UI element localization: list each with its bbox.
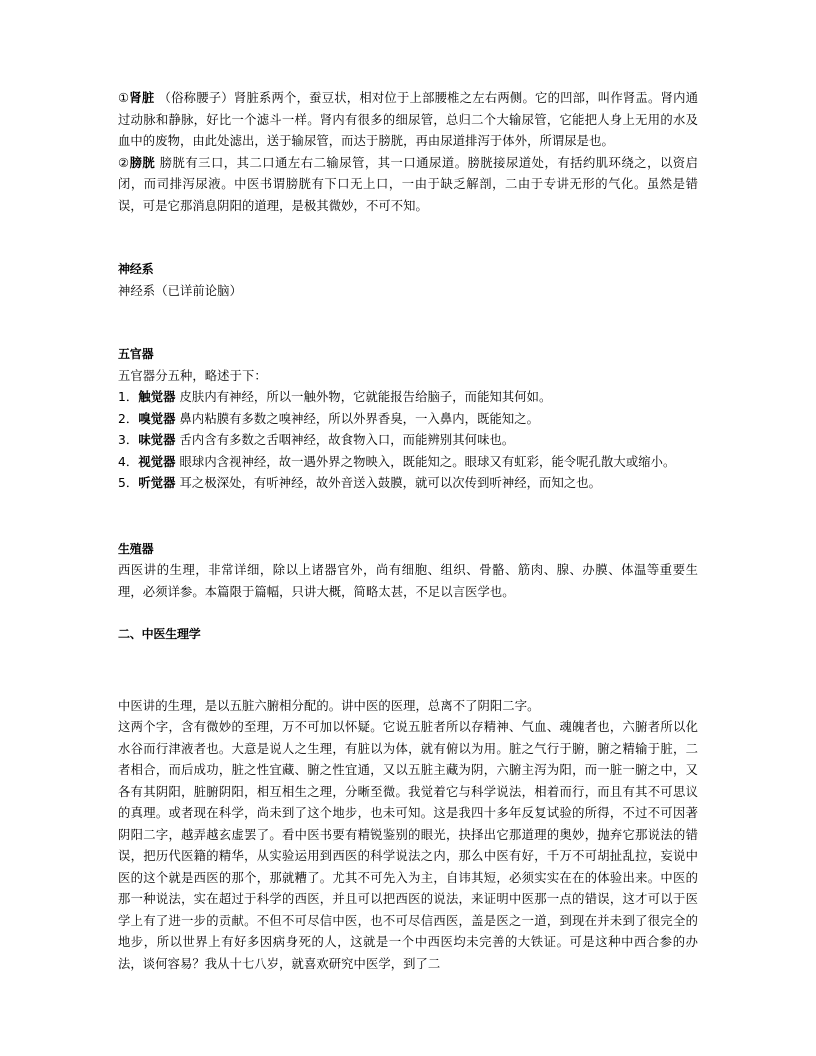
list-item-sight: 4．视觉器 眼球内含视神经，故一遇外界之物映入，既能知之。眼球又有虹彩，能令呢孔散大或缩小。	[118, 454, 676, 469]
spacer	[118, 646, 698, 696]
spacer	[118, 217, 698, 259]
heading-section-two: 二、中医生理学	[118, 627, 201, 641]
spacer	[118, 603, 698, 624]
list-item-hearing: 5．听觉器 耳之极深处，有听神经，故外音送入鼓膜，就可以次传到听神经，而知之也。	[118, 476, 602, 490]
list-item-smell: 2．嗅觉器 鼻内粘膜有多数之嗅神经，所以外界香臭，一入鼻内，既能知之。	[118, 411, 540, 426]
document-body	[118, 88, 698, 975]
paragraph-tcm-main: 这两个字，含有微妙的至理，万不可加以怀疑。它说五脏者所以存精神、气血、魂魄者也，六腑者所以化水谷而行津液者也。大意是说人之生理，有脏以为体，就有俯以为用。脏之气行于腑，腑之精输于脏，二者相合，而后成功，脏之性宜藏、腑之性宜通，又以五脏主藏为阴，六腑主泻为阳，而一脏一腑之中，又各有其阴阳，脏腑阴阳，相互相生之理，分晰至微。我觉着它与科学说法，相着而行，而且有其不可思议的真理。或者现在科学，尚未到了这个地步，也未可知。这是我四十多年反复试验的所得，不过不可因著阴阳二字，越弄越玄虚罢了。看中医书要有精锐鉴别的眼光，抉择出它那道理的奥妙，抛弃它那说法的错误，把历代医籍的精华，从实验运用到西医的科学说法之内，那么中医有好，千万不可胡扯乱拉，妄说中医的这个就是西医的那个，那就糟了。尤其不可先入为主，自讳其短，必须实实在在的体验出来。中医的那一种说法，实在超过于科学的西医，并且可以把西医的说法，来证明中医那一点的错误，这才可以于医学上有了进一步的贡献。不但不可尽信中医，也不可尽信西医，盖是医之一道，到现在并未到了很完全的地步，所以世界上有好多因病身死的人，这就是一个中西医均未完善的大铁证。可是这种中西合参的办法，谈何容易？我从十七八岁，就喜欢研究中医学，到了二	[118, 720, 698, 971]
list-item-touch: 1．触觉器 皮肤内有神经，所以一触外物，它就能报告给脑子，而能知其何如。	[118, 390, 552, 404]
spacer	[118, 302, 698, 344]
heading-nervous-system: 神经系	[118, 262, 154, 276]
spacer	[118, 495, 698, 539]
paragraph-sense-intro: 五官器分五种，略述于下：	[118, 368, 267, 383]
paragraph-kidney: ①肾脏 （俗称腰子）肾脏系两个，蚕豆状，相对位于上部腰椎之左右两侧。它的凹部，叫作肾盂。肾内通过动脉和静脉，好比一个滤斗一样。肾内有很多的细尿管，总归二个大输尿管，它能把人身上无用的水及血中的废物，由此处滤出，送于输尿管，而达于膀胱，再由尿道排泻于体外，所谓尿是也。	[118, 91, 699, 148]
paragraph-tcm-intro: 中医讲的生理，是以五脏六腑相分配的。讲中医的医理，总离不了阴阳二字。	[118, 698, 540, 713]
paragraph-nervous-system: 神经系（已详前论脑）	[118, 283, 242, 298]
heading-sense-organs: 五官器	[118, 347, 154, 361]
list-item-taste: 3．味觉器 舌内含有多数之舌咽神经，故食物入口，而能辨别其何味也。	[118, 433, 515, 447]
heading-reproductive-organs: 生殖器	[118, 541, 154, 556]
paragraph-reproductive: 西医讲的生理，非常详细，除以上诸器官外，尚有细胞、组织、骨骼、筋肉、腺、办膜、体温等重要生理，必须详参。本篇限于篇幅，只讲大概，简略太甚，不足以言医学也。	[118, 563, 698, 599]
paragraph-bladder: ②膀胱 膀胱有三口，其二口通左右二输尿管，其一口通尿道。膀胱接尿道处，有括约肌环绕之，以资启闭，而司排泻尿液。中医书谓膀胱有下口无上口，一由于缺乏解剖，二由于专讲无形的气化。虽然是错误，可是它那消息阴阳的道理，是极其微妙，不可不知。	[118, 155, 698, 213]
